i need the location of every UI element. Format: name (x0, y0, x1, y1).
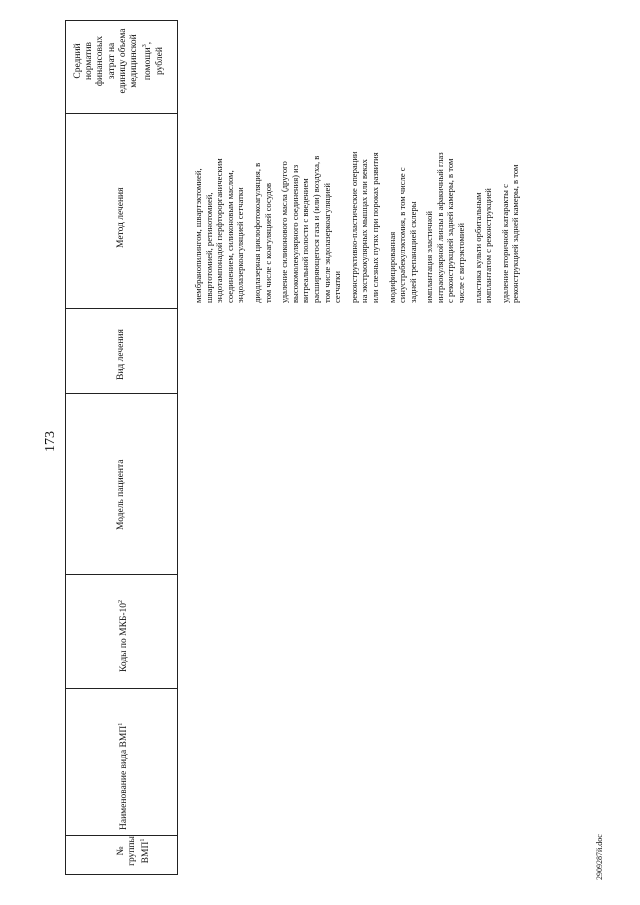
method-line: синустрабекулэктомия, в том числе с (397, 167, 408, 303)
method-line: или слезных путях при пороках развития (369, 152, 380, 303)
col-divider (65, 308, 177, 309)
method-line: диодлазерная циклофотокоагуляция, в (251, 162, 262, 303)
method-line: эндотампонадой перфторорганическим (214, 158, 225, 303)
table-border-bottom (65, 874, 177, 875)
header-group-number: № группы ВМП$^1$ (116, 836, 152, 866)
method-line: числе с витрэктомией (456, 223, 467, 303)
col-divider (65, 113, 177, 114)
table-border-left (65, 20, 66, 875)
header-treatment-method: Метод лечения (116, 187, 126, 248)
method-line: расширяющегося газа и (или) воздуха, в (310, 155, 321, 303)
col-divider (65, 574, 177, 575)
method-line: с реконструкцией задней камеры, в том (445, 158, 456, 303)
header-treatment-type: Вид лечения (116, 329, 126, 380)
method-line: витреальной полости с введением (300, 178, 311, 303)
method-line: том числе с коагуляцией сосудов (262, 182, 273, 303)
method-line: том числе эндолазеркоагуляцией (321, 183, 332, 303)
method-cell (193, 151, 521, 303)
header-icd-codes: Коды по МКБ-$10^2$ (118, 599, 130, 672)
header-patient-model: Модель пациента (116, 459, 126, 530)
method-line: имплантация эластичной (424, 211, 435, 303)
col-divider (65, 393, 177, 394)
method-line: удаление силиконового масла (другого (279, 161, 290, 303)
method-line: на экстраокулярных мышцах или веках (359, 159, 370, 303)
method-line: имплантатом с реконструкцией (483, 188, 494, 303)
method-line: высокомолекулярного соединения) из (289, 164, 300, 303)
method-line: модифицированная (386, 231, 397, 303)
method-line: сетчатки (332, 271, 343, 303)
method-line: мембранопилингом, швартэктомией, (193, 168, 203, 303)
method-line: эндолазеркоагуляцией сетчатки (235, 187, 246, 303)
method-line: задней трепанацией склеры (407, 201, 418, 303)
footer-doc-id: 2909287й.doc (595, 834, 604, 880)
header-vmp-name: Наименование вида ВМП$^1$ (118, 722, 130, 830)
header-average-cost: Средний норматив финансовых затрат на единицу объема медицинской помощи$^3$, рублей (73, 28, 165, 94)
col-divider (65, 688, 177, 689)
method-line: интраокулярной линзы в афакичный глаз (434, 152, 445, 303)
method-line: реконструкцией задней камеры, в том (510, 164, 521, 303)
method-line: пластика культи орбитальным (472, 192, 483, 303)
method-line: реконструктивно-пластические операции (348, 151, 359, 303)
method-line: соединением, силиконовым маслом, (224, 170, 235, 303)
method-line: удаление вторичной катаракты с (499, 184, 510, 303)
method-lines (193, 151, 521, 303)
header-separator (177, 20, 178, 875)
method-line: швартотомией, ретинотомией, (203, 192, 214, 303)
page-number: 173 (43, 431, 58, 452)
